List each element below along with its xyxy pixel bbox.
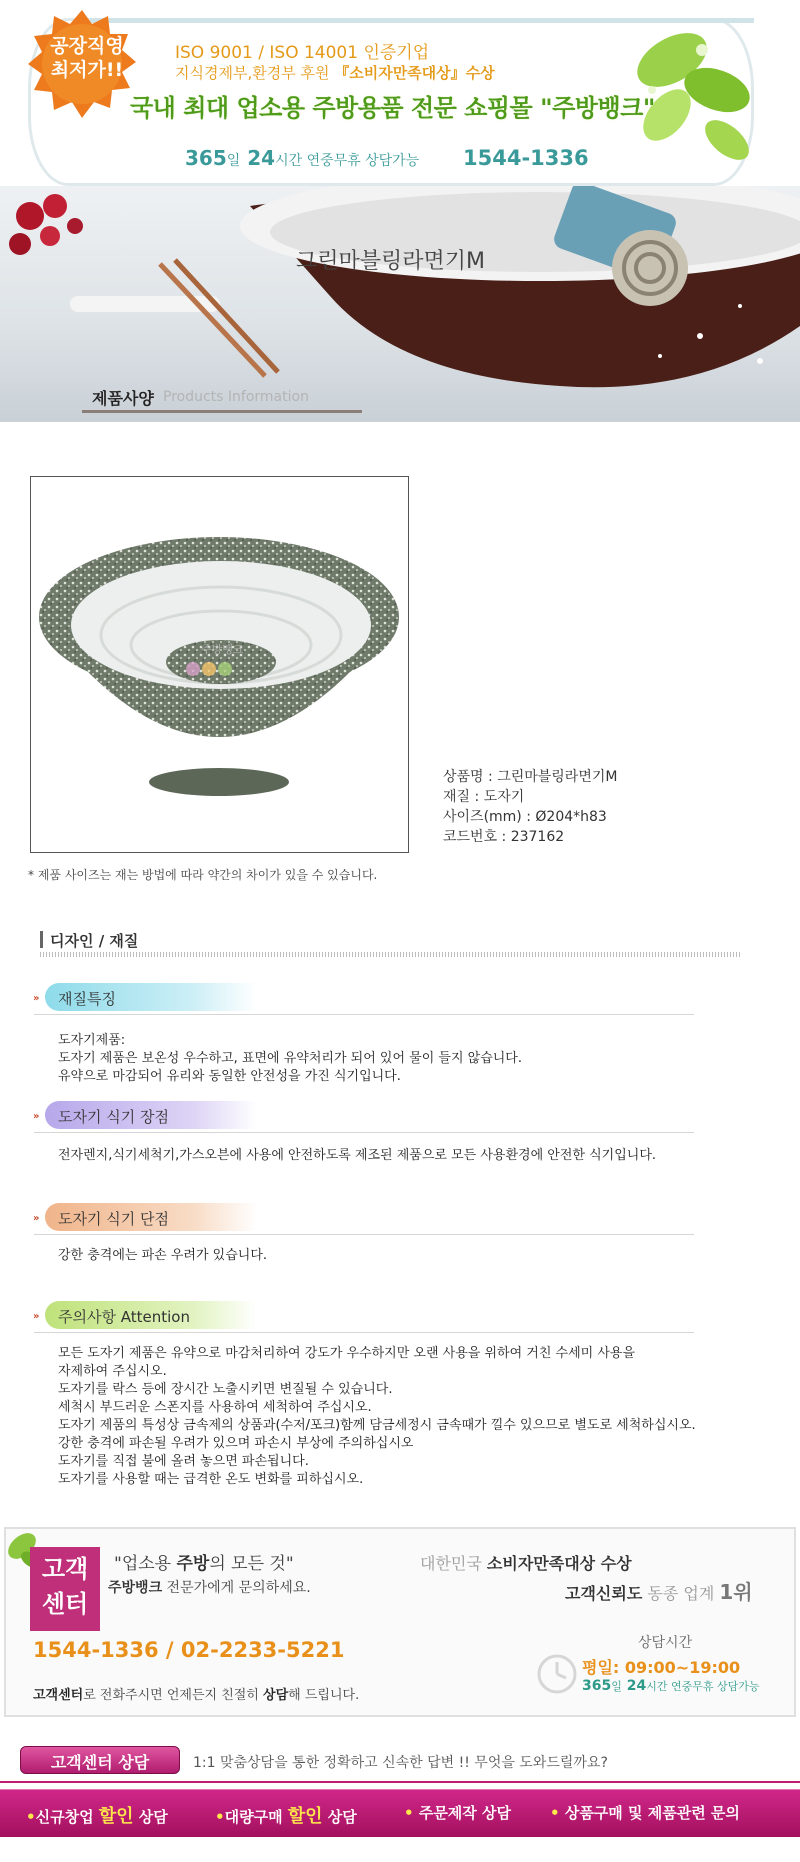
tab-underline [34,1014,694,1015]
hours-number: 24 [247,146,276,170]
double-arrow-icon: » [33,1311,40,1322]
double-arrow-icon: » [33,993,40,1004]
tab-underline [34,1332,694,1333]
hours-text: 시간 연중무휴 상담가능 [275,153,420,169]
cc-hours-365: 365일 24시간 연중무휴 상담가능 [582,1678,760,1694]
spec-list [443,767,617,847]
cc-quote: "업소용 주방의 모든 것" [114,1554,294,1574]
material-features-text: 도자기제품: 도자기 제품은 보온성 우수하고, 표면에 유약처리가 되어 있어 물이 들지 않습니다. 유약으로 마감되어 유리와 동일한 안전성을 가진 식기입니다. [58,1033,523,1084]
size-note: * 제품 사이즈는 재는 방법에 따라 약간의 차이가 있을 수 있습니다. [28,868,378,882]
ramen-bowl-image [31,477,408,852]
spec-code: 코드번호 : 237162 [443,829,565,845]
tab-advantages-label: 도자기 식기 장점 [58,1108,169,1126]
berry [67,218,83,234]
attention-text: 모든 도자기 제품은 유약으로 마감처리하여 강도가 우수하지만 오랜 사용을 위하여 거친 수세미 사용을 자제하여 주십시오. 도자기를 락스 등에 장시간 노출시키면 변질될 수 있습니다. 세척시 부드러운 스폰지를 사용하여 세척하여 주십시오. 도자기 제품의 특성상 금속제의 상품과(수저/포크)함께 담금세정시 금속때가 낄수 있으므로 별도로 세척하십시오. 강한 충격에 파손될 우려가 있으며 파손시 부상에 주의하십시오 도자기를 직접 불에 올려 놓으면 파손됩니다. 도자기를 사용할 때는 급격한 온도 변화를 피하십시오. [58,1346,696,1487]
menu-bulk-discount[interactable]: •대량구매 할인 상담 [215,1806,357,1827]
days-number: 365 [185,146,227,170]
sparkle [738,304,742,308]
header-banner [0,0,800,186]
award-text: 『소비자만족대상』수상 [334,64,495,82]
product-hero [0,186,800,422]
menu-product-inquiry[interactable]: • 상품구매 및 제품관련 문의 [550,1804,740,1822]
consult-rule [0,1781,800,1783]
badge-line-2: 최저가!! [50,59,124,81]
spec-material: 재질 : 도자기 [443,789,525,805]
hours-line [185,146,419,170]
cc-hours-title: 상담시간 [638,1635,693,1651]
product-photo [30,476,409,853]
bowl-foot [149,768,289,796]
tab-underline [34,1132,694,1133]
berry [43,194,67,218]
section-title-en: Products Information [163,389,309,405]
cc-brand: 주방뱅크 전문가에게 문의하세요. [108,1580,311,1596]
consult-text: 1:1 맞춤상담을 통한 정확하고 신속한 답변 !! 무엇을 도와드릴까요? [193,1755,608,1771]
menu-custom-order[interactable]: • 주문제작 상담 [404,1804,511,1822]
chopstick [175,260,278,372]
heading-bar [40,931,43,948]
day-unit: 일 [226,153,241,169]
berry [40,226,60,246]
advantages-text: 전자렌지,식기세척기,가스오븐에 사용에 안전하도록 제조된 제품으로 모든 사용환경에 안전한 식기입니다. [58,1148,657,1163]
cc-hours: 평일: 09:00~19:00 [582,1658,741,1677]
badge-line-1: 공장직영 [50,35,124,57]
sponsor-line [175,62,495,83]
tab-disadvantages-label: 도자기 식기 단점 [58,1210,169,1228]
iso-certification: ISO 9001 / ISO 14001 인증기업 [175,43,430,63]
tab-underline [34,1234,694,1235]
double-arrow-icon: » [33,1111,40,1122]
section-title-ko: 제품사양 [92,389,154,408]
design-heading: 디자인 / 재질 [50,932,139,950]
berry [16,202,44,230]
customer-center-tile-text: 고객 센터 [41,1555,89,1618]
menu-startup-discount[interactable]: •신규창업 할인 상담 [26,1806,168,1827]
double-arrow-icon: » [33,1213,40,1224]
product-title: 그린마블링라면기M [296,249,485,274]
cc-award: 대한민국 소비자만족대상 수상 [420,1554,632,1573]
cc-description: 고객센터로 전화주시면 언제든지 친절히 상담해 드립니다. [33,1688,360,1703]
dotted-rule [40,952,740,957]
sparkle [658,354,662,358]
headline: 국내 최대 업소용 주방용품 전문 쇼핑몰 "주방뱅크" [130,94,655,122]
sponsor-text: 지식경제부,환경부 후원 [175,64,330,82]
sparkle [697,333,703,339]
spec-size: 사이즈(mm) : Ø204*h83 [443,809,607,825]
cc-phone-numbers[interactable]: 1544-1336 / 02-2233-5221 [33,1638,345,1662]
watermark-text: 주방뱅크 [201,643,244,656]
banner-phone: 1544-1336 [463,146,589,170]
consult-button-label[interactable]: 고객센터 상담 [50,1753,150,1772]
cc-trust: 고객신뢰도 동종 업계 1위 [565,1580,753,1604]
sparkle [757,358,763,364]
chopstick [160,264,265,376]
tab-material-features-label: 재질특징 [58,990,116,1008]
spec-name: 상품명 : 그린마블링라면기M [443,769,618,785]
disadvantages-text: 강한 충격에는 파손 우려가 있습니다. [58,1248,268,1263]
clock-icon [535,1652,579,1696]
badge-text [42,34,132,82]
tab-attention-label: 주의사항 Attention [58,1308,190,1326]
berry [9,233,31,255]
section-underline [82,410,362,413]
